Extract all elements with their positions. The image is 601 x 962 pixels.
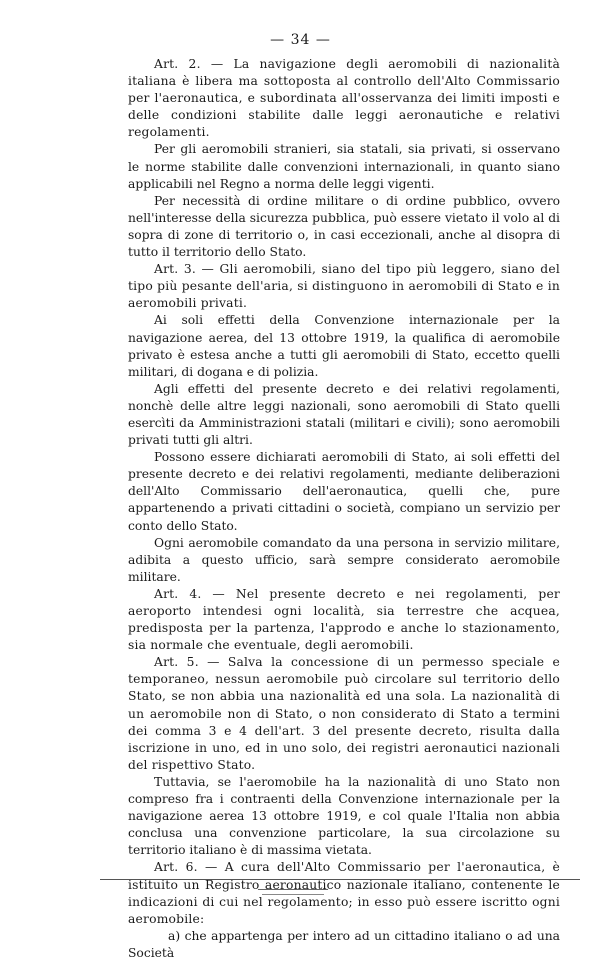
paragraph-art-6: Art. 6. — A cura dell'Alto Commissario per l'aeronautica, è istituito un Registro aeronautico nazionale italiano, contenente le indicazioni di cui nel regolamento; in esso può essere iscritto ogni aeromobile: <box>128 860 560 926</box>
paragraph-art-2: Art. 2. — La navigazione degli aeromobili di nazionalità italiana è libera ma sottoposta al controllo dell'Alto Commissario per l'aeronautica, e subordinata all'osservanza dei limiti imposti e delle condizioni stabilite dalle leggi aeronautiche e relativi regolamenti. <box>128 57 560 140</box>
page-number: — 34 — <box>270 32 331 48</box>
paragraph-declared-state: Possono essere dichiarati aeromobili di Stato, ai soli effetti del presente decreto e dei relativi regolamenti, mediante deliberazioni dell'Alto Commissario dell'aeronautica, quelli che, pure appartenendo a privati cittadini o società, compiano un servizio per conto dello Stato. <box>128 450 560 533</box>
paragraph-military-aircraft: Ogni aeromobile comandato da una persona in servizio militare, adibita a questo ufficio, sarà sempre considerato aeromobile militare. <box>128 535 560 584</box>
paragraph-nationality-exception: Tuttavia, se l'aeromobile ha la nazionalità di uno Stato non compreso fra i contraenti della Convenzione internazionale per la navigazione aerea 13 ottobre 1919, e col quale l'Italia non abbia conclusa una convenzione particolare, la sua circolazione su territorio italiano è di massima vietata. <box>128 774 560 858</box>
paragraph-art-3: Art. 3. — Gli aeromobili, siano del tipo più leggero, siano del tipo più pesante dell'aria, si distinguono in aeromobili di Stato e in aeromobili privati. <box>128 262 560 311</box>
footer-ornament-rule <box>258 889 328 890</box>
list-item-a: a) che appartenga per intero ad un cittadino italiano o ad una Società <box>128 928 560 960</box>
footer-rule <box>100 879 580 880</box>
paragraph-flight-restrictions: Per necessità di ordine militare o di ordine pubblico, ovvero nell'interesse della sicurezza pubblica, può essere vietato il volo al di sopra di zone di territorio o, in casi eccezionali, anche al disopra di tutto il territorio dello Stato. <box>128 193 560 260</box>
paragraph-convention-1919: Ai soli effetti della Convenzione internazionale per la navigazione aerea, del 13 ottobre 1919, la qualifica di aeromobile privato è estesa anche a tutti gli aeromobili di Stato, eccetto quelli militari, di dogana e di polizia. <box>128 313 560 379</box>
paragraph-foreign-aircraft: Per gli aeromobili stranieri, sia statali, sia privati, si osservano le norme stabilite dalle convenzioni internazionali, in quanto siano applicabili nel Regno a norma delle leggi vigenti. <box>128 142 560 191</box>
paragraph-art-4: Art. 4. — Nel presente decreto e nei regolamenti, per aeroporto intendesi ogni località, sia terrestre che acquea, predisposta per la partenza, l'approdo e anche lo stazionamento, sia normale che eventuale, degli aeromobili. <box>128 586 560 653</box>
paragraph-art-5: Art. 5. — Salva la concessione di un permesso speciale e temporaneo, nessun aeromobile può circolare sul territorio dello Stato, se non abbia una nazionalità ed una sola. La nazionalità di un aeromobile non di Stato, o non considerato di Stato a termini dei comma 3 e 4 dell'art. 3 del presente decreto, risulta dalla iscrizione in uno, ed in uno solo, dei registri aeronautici nazionali del rispettivo Stato. <box>128 655 560 772</box>
paragraph-state-aircraft: Agli effetti del presente decreto e dei relativi regolamenti, nonchè delle altre leggi nazionali, sono aeromobili di Stato quelli esercìti da Amministrazioni statali (militari e civili); sono aeromobili privati tutti gli altri. <box>128 381 560 448</box>
body-text <box>128 56 560 962</box>
footer-ornament-rule <box>262 894 324 895</box>
